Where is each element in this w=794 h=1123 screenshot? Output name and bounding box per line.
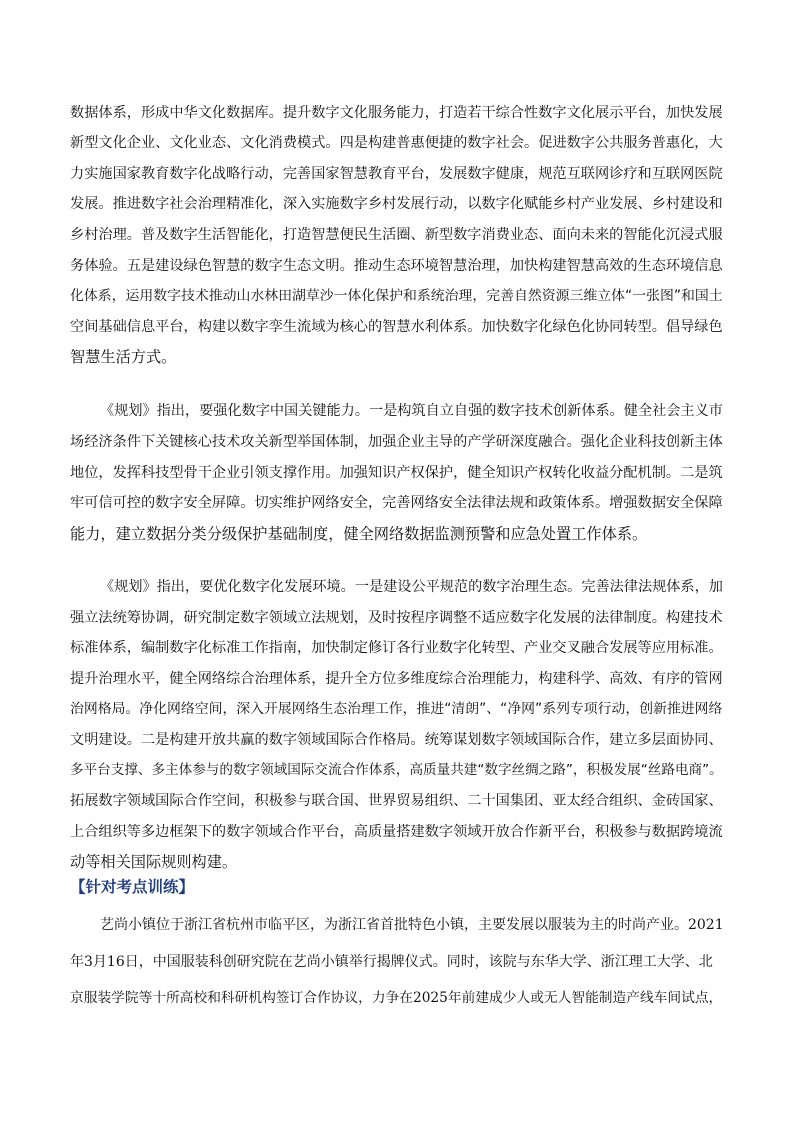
text-line: 《规划》指出，要强化数字中国关键能力。一是构筑自立自强的数字技术创新体系。健全社会主义市 — [100, 403, 723, 419]
text-line: 艺尚小镇位于浙江省杭州市临平区，为浙江省首批特色小镇，主要发展以服装为主的时尚产业。2021 — [100, 917, 724, 933]
text-line: 年3月16日，中国服装科创研究院在艺尚小镇举行揭牌仪式。同时，该院与东华大学、浙江理工大学、北 — [70, 954, 713, 970]
text-line: 牢可信可控的数字安全屏障。切实维护网络安全，完善网络安全法律法规和政策体系。增强数据安全保障 — [70, 495, 723, 511]
text-line: 数据体系，形成中华文化数据库。提升数字文化服务能力，打造若干综合性数字文化展示平台，加快发展 — [70, 105, 723, 121]
text-line: 乡村治理。普及数字生活智能化，打造智慧便民生活圈、新型数字消费业态、面向未来的智能化沉浸式服 — [70, 227, 723, 243]
text-line: 多平台支撑、多主体参与的数字领域国际交流合作体系，高质量共建“数字丝绸之路”，积极发展“丝路电商”。 — [70, 762, 723, 778]
text-line: 地位，发挥科技型骨干企业引领支撑作用。加强知识产权保护，健全知识产权转化收益分配机制。二是筑 — [70, 465, 723, 481]
text-line: 动等相关国际规则构建。 — [70, 853, 238, 871]
text-line: 提升治理水平，健全网络综合治理体系，提升全方位多维度综合治理能力，构建科学、高效、有序的管网 — [70, 671, 723, 687]
text-line: 文明建设。二是构建开放共赢的数字领域国际合作格局。统筹谋划数字领域国际合作，建立多层面协同、 — [70, 732, 723, 748]
text-line: 能力，建立数据分类分级保护基础制度，健全网络数据监测预警和应急处置工作体系。 — [70, 525, 648, 543]
text-line: 《规划》指出，要优化数字化发展环境。一是建设公平规范的数字治理生态。完善法律法规体系，加 — [100, 579, 723, 595]
text-line: 智慧生活方式。 — [70, 348, 177, 366]
text-line: 空间基础信息平台，构建以数字孪生流域为核心的智慧水利体系。加快数字化绿色化协同转型。倡导绿色 — [70, 319, 723, 335]
text-line: 强立法统筹协调，研究制定数字领域立法规划，及时按程序调整不适应数字化发展的法律制度。构建技术 — [70, 610, 723, 626]
text-line: 力实施国家教育数字化战略行动，完善国家智慧教育平台，发展数字健康，规范互联网诊疗和互联网医院 — [70, 166, 723, 182]
text-line: 拓展数字领域国际合作空间，积极参与联合国、世界贸易组织、二十国集团、亚太经合组织、金砖国家、 — [70, 793, 723, 809]
text-line: 场经济条件下关键核心技术攻关新型举国体制，加强企业主导的产学研深度融合。强化企业科技创新主体 — [70, 434, 723, 450]
text-line: 治网格局。净化网络空间，深入开展网络生态治理工作，推进“清朗”、“净网”系列专项行动，创新推进网络 — [70, 701, 723, 717]
text-line: 京服装学院等十所高校和科研机构签订合作协议，力争在2025年前建成少人或无人智能制造产线车间试点， — [70, 990, 723, 1006]
text-line: 上合组织等多边框架下的数字领域合作平台，高质量搭建数字领域开放合作新平台，积极参与数据跨境流 — [70, 824, 723, 840]
text-line: 化体系，运用数字技术推动山水林田湖草沙一体化保护和系统治理，完善自然资源三维立体“一张图”和国土 — [70, 288, 723, 304]
section-heading: 【针对考点训练】 — [70, 878, 195, 896]
text-line: 发展。推进数字社会治理精准化，深入实施数字乡村发展行动，以数字化赋能乡村产业发展、乡村建设和 — [70, 196, 723, 212]
text-line: 新型文化企业、文化业态、文化消费模式。四是构建普惠便捷的数字社会。促进数字公共服务普惠化，大 — [70, 135, 723, 151]
text-line: 标准体系，编制数字化标准工作指南，加快制定修订各行业数字化转型、产业交叉融合发展等应用标准。 — [70, 640, 723, 656]
text-line: 务体验。五是建设绿色智慧的数字生态文明。推动生态环境智慧治理，加快构建智慧高效的生态环境信息 — [70, 258, 723, 274]
